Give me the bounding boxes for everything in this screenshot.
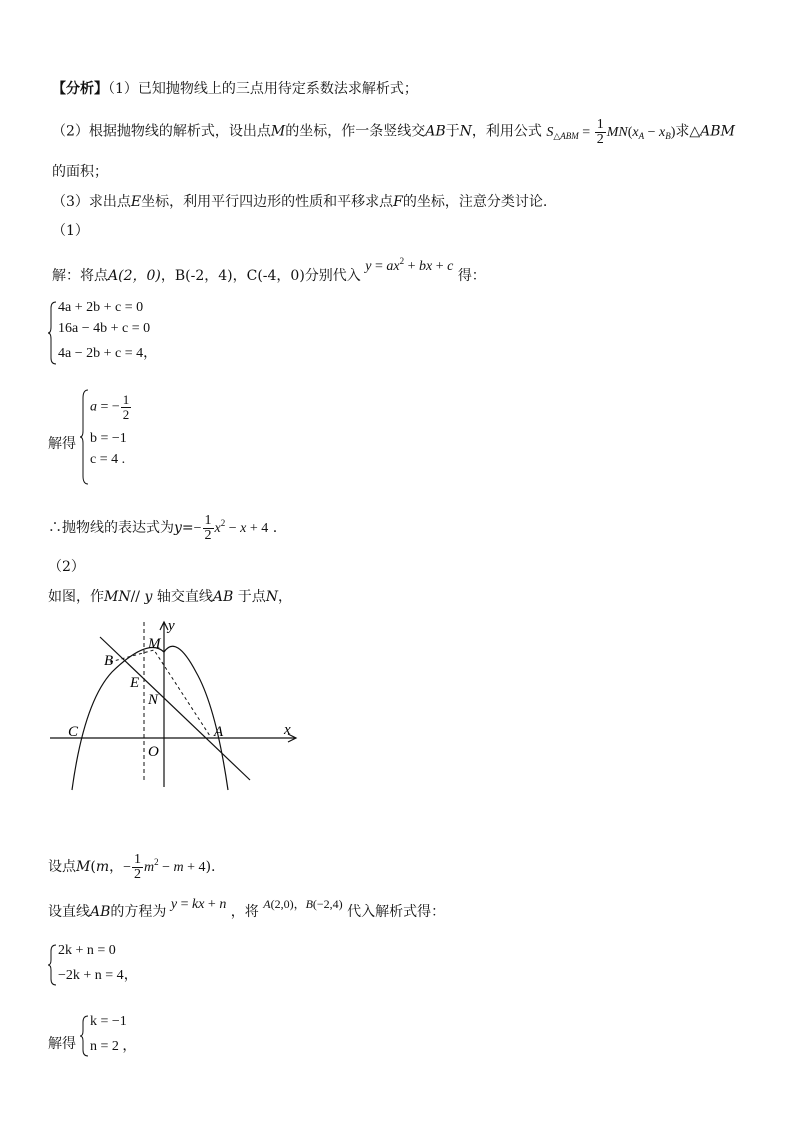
brace-icon	[80, 1014, 90, 1058]
t: 于点	[237, 589, 266, 605]
label-o: O	[148, 744, 159, 760]
brace-icon	[48, 943, 58, 987]
t: 轴交直线	[156, 589, 213, 605]
solve-label-1: 解得	[48, 436, 76, 452]
sol-n-row: n = 2 ，	[90, 1039, 137, 1054]
parabola-figure	[40, 612, 310, 802]
point-a: A(2，0)	[108, 268, 161, 284]
solution-system-1	[80, 388, 220, 488]
t: 如图，作	[48, 589, 104, 605]
brace-icon	[48, 300, 58, 366]
eq-3: 4a − 2b + c = 4	[58, 346, 144, 361]
conclusion-line: ∴抛物线的表达式为y=− $\frac{1}{2}$ $x^2 - x + 4$ .	[48, 513, 278, 544]
t: 求△	[675, 123, 701, 140]
t: 的坐标，作一条竖线交	[285, 123, 426, 140]
t: 坐标，利用平行四边形的性质和平移求点	[141, 194, 394, 210]
t: 的方程为	[110, 904, 167, 920]
t: ，将	[230, 904, 259, 920]
sol-n: n = 2	[90, 1039, 119, 1054]
parabola-general: $y = ax^2$ + bx + c	[365, 256, 454, 274]
t: ，利用公式	[471, 123, 542, 140]
t: 代入解析式得：	[347, 904, 446, 920]
set-m-line: 设点M(m，− $\frac{1}{2}$ $m^2 - m + 4$).	[48, 852, 216, 883]
eq-3-row: 4a − 2b + c = 4，	[58, 346, 158, 361]
point-c: C(-4，0)	[246, 268, 305, 284]
sol-b: b = −1	[90, 431, 127, 446]
analysis-line-1	[52, 79, 418, 99]
t: （3）求出点	[52, 194, 131, 210]
label-y: y	[168, 618, 175, 634]
part1-heading: （1）	[52, 223, 89, 239]
t: （2）根据抛物线的解析式，设出点	[52, 123, 271, 140]
analysis-text-1: （1）已知抛物线上的三点用待定系数法求解析式；	[108, 81, 418, 97]
area-formula: $S_{\triangle ABM}$ = $\frac{1}{2}$ $MN(x_A - x_B)$	[546, 117, 676, 147]
label-e: E	[130, 675, 140, 691]
analysis-label: 【分析】	[52, 81, 108, 97]
t: 得：	[457, 268, 486, 284]
eq-1: 4a + 2b + c = 0	[58, 300, 144, 315]
analysis-line-3: （3）求出点E坐标，利用平行四边形的性质和平移求点F的坐标，注意分类讨论.	[52, 194, 548, 210]
eq-2: 16a − 4b + c = 0	[58, 321, 151, 336]
eq2-2-row: −2k + n = 4，	[58, 968, 138, 983]
t: 设点	[48, 859, 76, 875]
label-n: N	[148, 692, 159, 708]
equation-system-1	[48, 300, 188, 370]
equation-system-2	[48, 943, 188, 991]
parabola-curve	[72, 646, 228, 790]
part2-intro: 如图，作MN// y 轴交直线AB 于点N，	[48, 589, 292, 605]
solution-system-2	[80, 1014, 220, 1062]
triangle-abm	[110, 650, 210, 736]
t: 于	[445, 123, 460, 140]
t: y=	[174, 520, 194, 536]
analysis-line-2: （2）根据抛物线的解析式，设出点M的坐标，作一条竖线交AB于N，利用公式 $S_{\triangle ABM}$ = $\frac{1}{2}$ $MN(x_A - x_B)$求△ABM	[52, 117, 735, 147]
eq2-1: 2k + n = 0	[58, 943, 116, 958]
solve-label-2: 解得	[48, 1036, 76, 1052]
t: ∴抛物线的表达式为	[48, 520, 174, 536]
t: 设直线	[48, 904, 90, 920]
label-b: B	[104, 653, 114, 669]
point-b: B(-2，4)	[174, 268, 233, 284]
t: 分别代入	[304, 268, 361, 284]
set-line-ab: 设直线AB的方程为 y = kx + n ，将 A(2,0)，B(−2,4) 代入解析式得：	[48, 897, 446, 920]
eq2-2: −2k + n = 4	[58, 968, 124, 983]
part1-solution-line: 解：将点A(2，0)，B(-2，4)，C(-4，0)分别代入 $y = ax^2$ + bx + c 得：	[52, 256, 486, 284]
part2-heading: （2）	[48, 559, 85, 575]
sol-k: k = −1	[90, 1014, 127, 1029]
label-x: x	[284, 722, 291, 738]
sol-c-row: c = 4 .	[90, 452, 126, 467]
sol-a: a = − $\frac{1}{2}$	[90, 392, 130, 422]
t: 的坐标，注意分类讨论.	[402, 194, 548, 210]
label-c: C	[68, 724, 79, 740]
t: 解：将点	[52, 268, 108, 284]
analysis-line-2b: 的面积；	[52, 164, 108, 180]
label-m: M	[148, 636, 161, 652]
sol-c: c = 4	[90, 452, 119, 467]
label-a: A	[214, 724, 224, 740]
brace-icon	[80, 388, 90, 486]
